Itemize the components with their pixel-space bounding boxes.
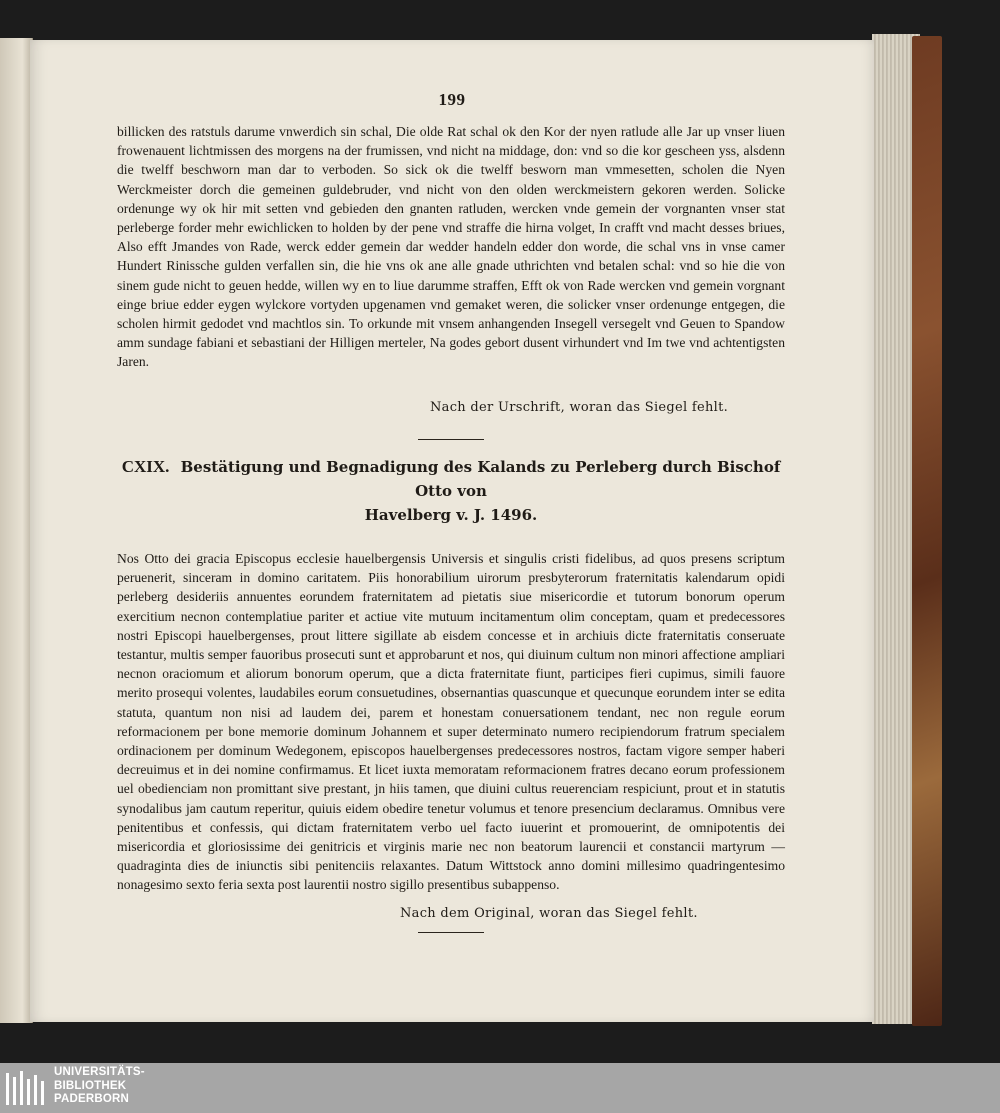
library-footer (0, 1063, 1000, 1113)
library-name-line-2: BIBLIOTHEK (54, 1079, 127, 1092)
library-name-line-1: UNIVERSITÄTS- (54, 1066, 145, 1078)
book-page (30, 40, 874, 1022)
library-name (54, 1066, 145, 1107)
book-cover-edge (912, 36, 942, 1026)
section-divider-2 (418, 932, 484, 933)
paragraph-continuation: billicken des ratstuls darume vnwerdich sin schal, Die olde Rat schal ok den Kor der nyen ratlude alle Jar up vnser liuen frowenauent lichtmissen des morgens na der frumissen, vnd nicht na middage, don: vnd so die kor gescheen yss, alsdenn die twelff beschworn man dar to verboden. So sick ok die twelff besworn man vmmesetten, scholen die Nyen Werckmeister dorch die gemeinen guldebruder, vnd nicht von den olden werckmeistern gekoren werden. Solicke ordenunge wy ok hir mit setten vnd gebieden den gnanten ratluden, wercken vnde gemein der vorgnanten vnser stat perleberge forder mehr ewichlicken to holden by der pene vnd straffe die hirna volget, In crafft vnd macht desses briues, Also efft Jmandes von Rade, werck edder gemein dar wedder handeln edder don worde, die schal vns in vnse camer Hundert Rinissche gulden verfallen sin, die hie vns ok ane alle gnade uthrichten vnd betalen schal: vnd so hie die von sinem gude nicht to geuen hedde, willen wy en to liue darumme straffen, Efft ok von Rade wercken vnd gemein vorgnant einge briue edder eygen wylckore vortyden upgenamen vnd gemaket weren, die solicker vnser ordenunge entgegen, die scholen hirmit gedodet vnd machtlos sin. To orkunde mit vnsem anhangenden Insegell versegelt vnd Geuen to Spandow amm sundage fabiani et sebastiani der Hilligen merteler, Na godes gebort dusent virhundert vnd Im twe vnd achtentigsten Jaren. (117, 124, 785, 370)
source-note-1: Nach der Urschrift, woran das Siegel fehlt. (430, 400, 729, 415)
source-note-2: Nach dem Original, woran das Siegel fehlt. (400, 906, 698, 921)
left-page-edge (0, 38, 33, 1023)
library-name-line-3: PADERBORN (54, 1093, 130, 1106)
section-number: CXIX. (121, 457, 170, 476)
page-number: 199 (438, 90, 466, 109)
section-title: Bestätigung und Begnadigung des Kalands zu Perleberg durch Bischof Otto von (180, 458, 781, 500)
section-divider-1 (418, 439, 484, 440)
library-logo-icon (4, 1069, 48, 1109)
document-text: Nos Otto dei gracia Episcopus ecclesie hauelbergensis Universis et singulis cristi fidelibus, ad quos presens scriptum peruenerit, sinceram in domino caritatem. Piis honorabilium uirorum presbyterorum fraternitatis kalendarum opidi perleberg desideriis annuentes eorundem fraternitatem ad pietatis siue misericordie et tutorum bonorum operum exercitium necnon contemplatiue pariter et actiue vite mutuum incitamentum olim conceptam, quam et predecessores nostri Episcopi hauelbergenses, prout littere sigillate ab eisdem concesse et in archiuis dicte fraternitatis conseruate testantur, multis semper fauoribus prosecuti sunt et approbarunt et nos, qui diuinum cultum non minori affectione ampliari necnon oraciomum et aliorum bonorum operum, que a dicta fraternitate fiunt, participes fieri cupimus, simili fauore merito prosequi volentes, laudabiles eorum consuetudines, obsernantias quascunque et quecunque eorundem inter se edita statuta, quantum non nisi ad laudem dei, parem et honestam conuersationem tendant, nec non regule eorum reformacionem per bone memorie dominum Johannem et super determinato numero recipiendorum fratrum specialem ordinacionem per dominum Wedegonem, episcopos hauelbergenses predecessores nostros, factam vigore semper haberi decreuimus et in dei nomine confirmamus. Et licet iuxta memoratam reformacionem fratres decano eorum professionem uel obedienciam non promittant sive prestant, jn hiis tamen, que diuini cultus reuerenciam respiciunt, prout et in statutis synodalibus jam cautum reperitur, quiuis eidem obedire tenetur volumus et tenore presencium declaramus. Omnibus vere penitentibus et confessis, qui dictam fraternitatem verbo uel facto iuuerint et promouerint, de omnipotentis dei misericordia et gloriosissime dei genitricis et virginis marie nec non beatorum laurencii et constancii martyrum — quadraginta dies de iniunctis sibi penitenciis relaxantes. Datum Wittstock anno domini millesimo quadringentesimo nonagesimo sexto feria sexta post laurentii nostro sigillo presentibus subappenso. (117, 551, 785, 893)
section-heading (117, 455, 785, 527)
section-title-line-2: Havelberg v. J. 1496. (364, 506, 538, 524)
